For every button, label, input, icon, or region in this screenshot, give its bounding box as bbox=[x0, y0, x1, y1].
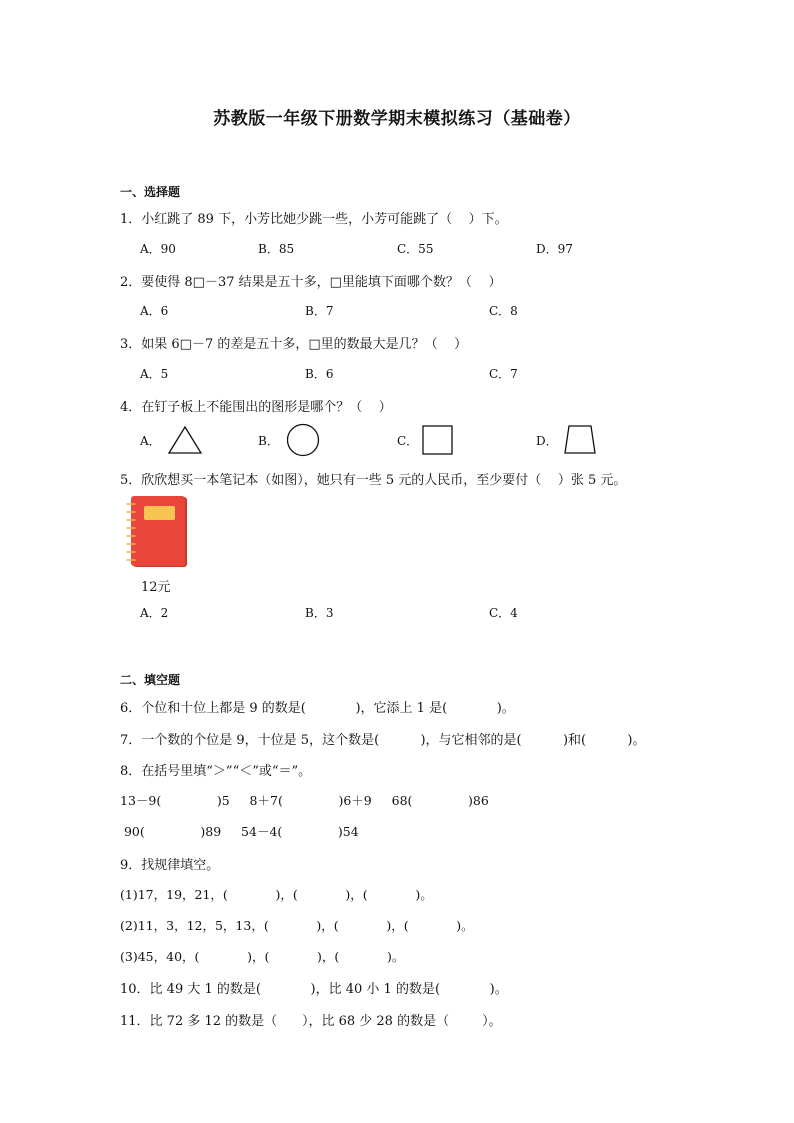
circle-icon bbox=[284, 423, 322, 457]
q4-option-a: A． bbox=[140, 434, 161, 448]
q3-option-b: B．6 bbox=[305, 367, 334, 381]
notebook-price: 12元 bbox=[141, 580, 171, 595]
question-1: 1．小红跳了 89 下，小芳比她少跳一些，小芳可能跳了（ ）下。 bbox=[120, 212, 508, 227]
q3-option-c: C．7 bbox=[489, 367, 518, 381]
q9-part-1: (1)17，19，21，( )，( )，( )。 bbox=[120, 887, 433, 902]
triangle-icon bbox=[166, 424, 204, 456]
q1-option-d: D．97 bbox=[536, 242, 573, 256]
question-2: 2．要使得 8□－37 结果是五十多，□里能填下面哪个数？（ ） bbox=[120, 275, 502, 290]
q8-row-2: 90( )89 54－4( )54 bbox=[120, 824, 359, 839]
notebook-icon bbox=[126, 494, 190, 570]
question-4: 4．在钉子板上不能围出的图形是哪个？（ ） bbox=[120, 400, 392, 415]
q5-option-a: A．2 bbox=[140, 606, 169, 620]
q8-row-1: 13－9( )5 8＋7( )6＋9 68( )86 bbox=[120, 793, 489, 808]
square-icon bbox=[421, 424, 455, 456]
q5-option-c: C．4 bbox=[489, 606, 518, 620]
question-11: 11．比 72 多 12 的数是（ ），比 68 少 28 的数是（ ）。 bbox=[120, 1014, 502, 1029]
question-7: 7．一个数的个位是 9，十位是 5，这个数是( )，与它相邻的是( )和( )。 bbox=[120, 733, 646, 748]
q1-option-a: A．90 bbox=[140, 242, 176, 256]
q5-option-b: B．3 bbox=[305, 606, 334, 620]
q4-option-d: D． bbox=[536, 434, 558, 448]
question-10: 10．比 49 大 1 的数是( )，比 40 小 1 的数是( )。 bbox=[120, 982, 508, 997]
page-title: 苏教版一年级下册数学期末模拟练习（基础卷） bbox=[213, 109, 581, 129]
question-9: 9．找规律填空。 bbox=[120, 858, 220, 873]
section-heading-choice: 一、选择题 bbox=[120, 185, 181, 199]
q3-option-a: A．5 bbox=[140, 367, 169, 381]
q9-part-2: (2)11，3，12，5，13，( )，( )，( )。 bbox=[120, 918, 474, 933]
question-5: 5．欣欣想买一本笔记本（如图），她只有一些 5 元的人民币，至少要付（ ）张 5 元。 bbox=[120, 473, 627, 488]
q2-option-b: B．7 bbox=[305, 304, 334, 318]
q2-option-a: A．6 bbox=[140, 304, 169, 318]
question-8: 8．在括号里填“＞”“＜”或“＝”。 bbox=[120, 764, 312, 779]
q4-option-b: B． bbox=[258, 434, 279, 448]
question-6: 6．个位和十位上都是 9 的数是( )，它添上 1 是( )。 bbox=[120, 701, 515, 716]
question-3: 3．如果 6□－7 的差是五十多，□里的数最大是几？（ ） bbox=[120, 337, 468, 352]
q1-option-c: C．55 bbox=[397, 242, 434, 256]
trapezoid-icon bbox=[561, 424, 599, 456]
section-heading-fill: 二、填空题 bbox=[120, 673, 181, 687]
q4-option-c: C． bbox=[397, 434, 419, 448]
q1-option-b: B．85 bbox=[258, 242, 295, 256]
q2-option-c: C．8 bbox=[489, 304, 518, 318]
q9-part-3: (3)45，40，( )，( )，( )。 bbox=[120, 949, 405, 964]
